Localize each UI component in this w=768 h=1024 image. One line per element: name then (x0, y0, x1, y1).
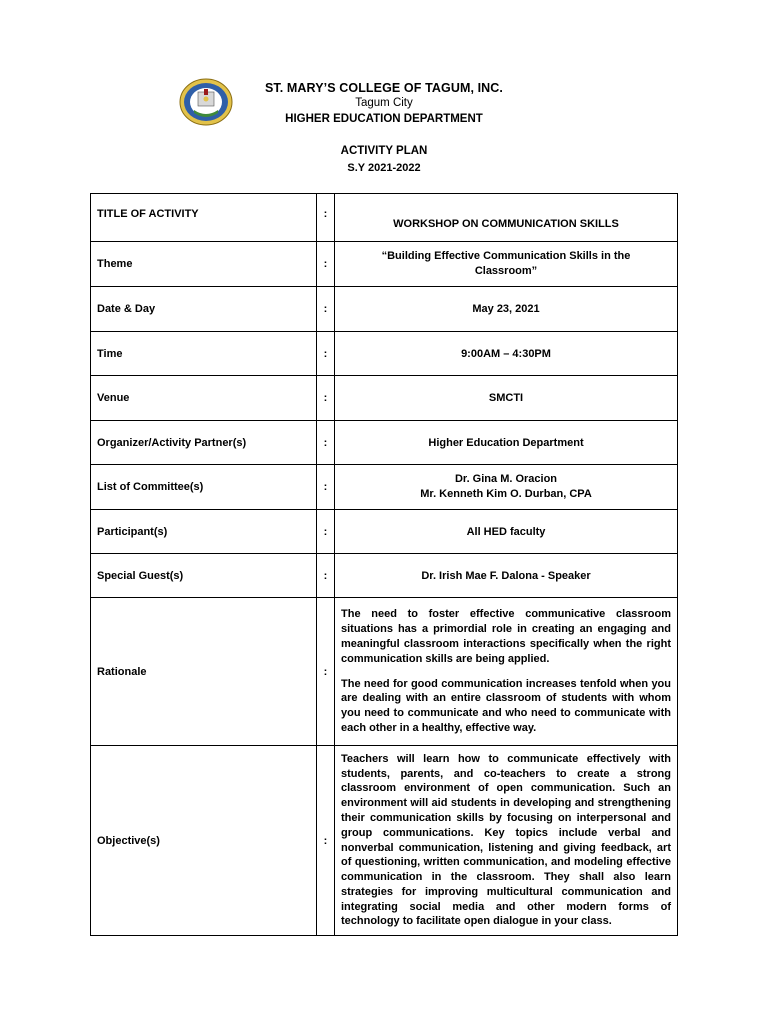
objectives-value: Teachers will learn how to communicate effectively with students, parents, and co-teachers to create a strong classroom environment of open communication. Such an environment will aid students in developing and strengthening their communication skills by focusing on interpersonal and group communications. Key topics include verbal and nonverbal communication, listening and giving feedback, art of questioning, written communication, and modeling effective communication in the classroom. They shall also learn strategies for improving multicultural communication and integrating social media and other modern forms of technology to facilitate open dialogue in your class. (335, 746, 678, 936)
committee-label: List of Committee(s) (91, 465, 317, 510)
colon: : (317, 332, 335, 376)
time-label: Time (91, 332, 317, 376)
rationale-value (335, 598, 678, 746)
school-name: ST. MARY’S COLLEGE OF TAGUM, INC. (264, 81, 504, 95)
objectives-label: Objective(s) (91, 746, 317, 936)
table-row (91, 510, 678, 554)
time-value: 9:00AM – 4:30PM (335, 332, 678, 376)
table-row (91, 194, 678, 242)
table-row (91, 421, 678, 465)
colon: : (317, 287, 335, 332)
table-row (91, 598, 678, 746)
guests-label: Special Guest(s) (91, 554, 317, 598)
rationale-paragraph-2: The need for good communication increases tenfold when you are dealing with an entire classroom of students with whom you need to communicate and who need to communicate with each other in a healthy, effective way. (341, 677, 671, 734)
table-row (91, 554, 678, 598)
colon: : (317, 376, 335, 421)
theme-value: “Building Effective Communication Skills in the Classroom” (335, 242, 678, 287)
table-row (91, 332, 678, 376)
colon: : (317, 465, 335, 510)
venue-label: Venue (91, 376, 317, 421)
colon: : (317, 242, 335, 287)
colon: : (317, 421, 335, 465)
title-value: WORKSHOP ON COMMUNICATION SKILLS (335, 194, 678, 242)
organizer-value: Higher Education Department (335, 421, 678, 465)
document-title: ACTIVITY PLAN (340, 145, 428, 157)
table-row (91, 287, 678, 332)
theme-label: Theme (91, 242, 317, 287)
table-row (91, 465, 678, 510)
activity-plan-table (90, 193, 678, 936)
colon: : (317, 554, 335, 598)
table-row (91, 242, 678, 287)
date-label: Date & Day (91, 287, 317, 332)
organizer-label: Organizer/Activity Partner(s) (91, 421, 317, 465)
title-label: TITLE OF ACTIVITY (91, 194, 317, 242)
date-value: May 23, 2021 (335, 287, 678, 332)
rationale-paragraph-1: The need to foster effective communicative classroom situations has a primordial role in creating an engaging and meaningful classroom interactions specifically when the right communication skills are being applied. (341, 608, 671, 665)
colon: : (317, 510, 335, 554)
colon: : (317, 746, 335, 936)
department-name: HIGHER EDUCATION DEPARTMENT (285, 113, 483, 125)
colon: : (317, 194, 335, 242)
venue-value: SMCTI (335, 376, 678, 421)
guests-value: Dr. Irish Mae F. Dalona - Speaker (335, 554, 678, 598)
participants-value: All HED faculty (335, 510, 678, 554)
participants-label: Participant(s) (91, 510, 317, 554)
school-year: S.Y 2021-2022 (347, 162, 421, 174)
committee-value: Dr. Gina M. Oracion Mr. Kenneth Kim O. Durban, CPA (335, 465, 678, 510)
colon: : (317, 598, 335, 746)
table-row (91, 746, 678, 936)
rationale-label: Rationale (91, 598, 317, 746)
school-city: Tagum City (355, 97, 413, 109)
table-row (91, 376, 678, 421)
